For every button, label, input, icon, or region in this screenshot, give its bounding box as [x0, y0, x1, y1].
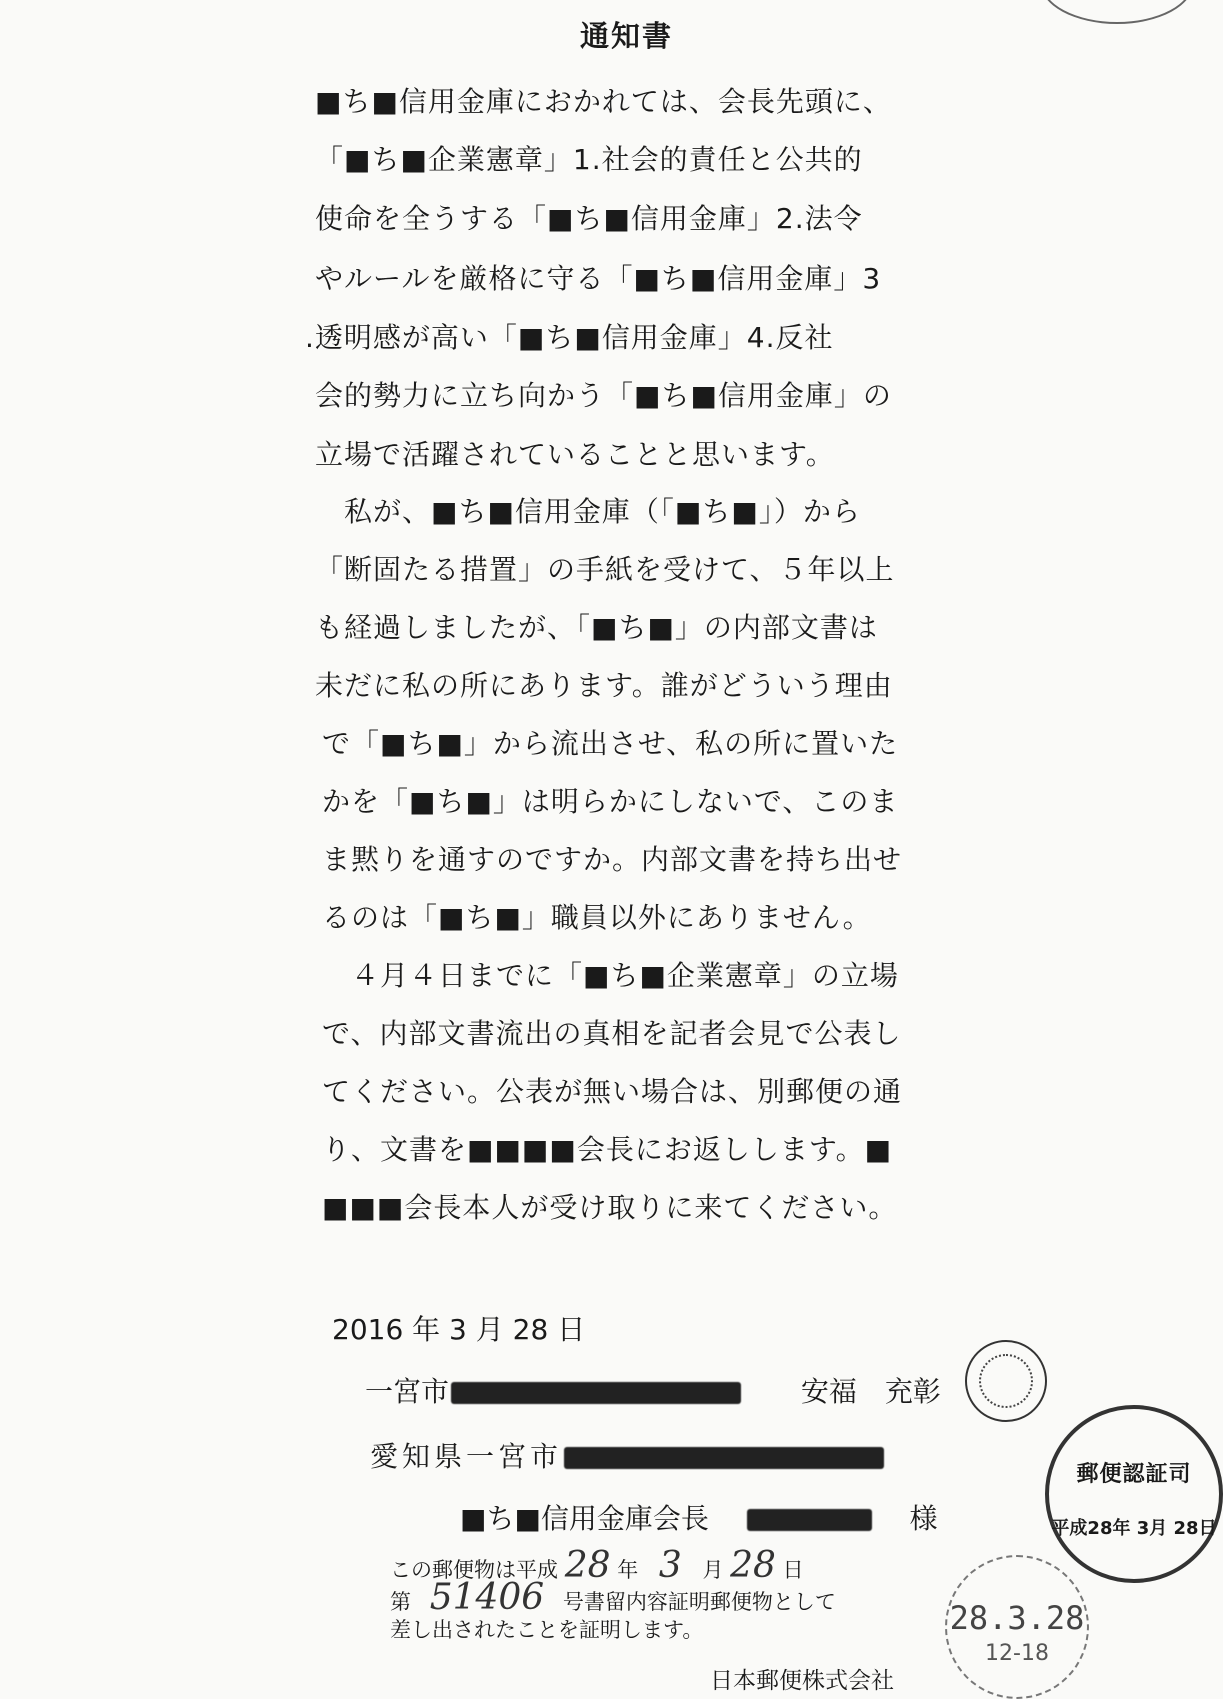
- cert-number: 51406: [429, 1577, 545, 1618]
- recipient-honorific: 様: [909, 1502, 938, 1535]
- recipient-line: [460, 1497, 938, 1537]
- body-line: やルールを厳格に守る「■ち■信用金庫」3: [315, 262, 882, 295]
- certifier-stamp: [1045, 1405, 1223, 1583]
- body-line: 使命を全うする「■ち■信用金庫」2.法令: [315, 202, 863, 235]
- body-line: で「■ち■」から流出させ、私の所に置いた: [322, 727, 899, 760]
- date-postmark-stamp: [945, 1555, 1089, 1699]
- postmark-date: 28.3.28: [949, 1598, 1085, 1637]
- body-line: てください。公表が無い場合は、別郵便の通: [322, 1075, 903, 1108]
- cert-number-suffix: 号書留内容証明郵便物として: [562, 1590, 836, 1614]
- body-line: ■■■会長本人が受け取りに来てください。: [322, 1191, 898, 1224]
- cert-prefix: この郵便物は平成: [390, 1558, 558, 1582]
- redacted-recipient-address: [564, 1447, 884, 1469]
- body-line: るのは「■ち■」職員以外にありません。: [322, 901, 872, 934]
- recipient-org: ■ち■信用金庫会長: [460, 1502, 709, 1535]
- recipient-address-line: [370, 1435, 886, 1475]
- issuer-company: 日本郵便株式会社: [710, 1668, 894, 1694]
- body-line: 会的勢力に立ち向かう「■ち■信用金庫」の: [315, 379, 892, 412]
- cert-day-unit: 日: [782, 1558, 804, 1582]
- body-line: で、内部文書流出の真相を記者会見で公表し: [322, 1017, 902, 1050]
- seal-emblem-icon: [979, 1354, 1033, 1408]
- body-line: 「断固たる措置」の手紙を受けて、５年以上: [315, 553, 895, 586]
- body-line: 未だに私の所にあります。誰がどういう理由: [315, 669, 893, 702]
- letter-date: 2016 年 3 月 28 日: [332, 1313, 586, 1346]
- sender-city: 一宮市: [365, 1375, 450, 1408]
- body-line: ■ち■信用金庫におかれては、会長先頭に、: [315, 85, 892, 118]
- body-line: かを「■ち■」は明らかにしないで、このま: [322, 785, 899, 818]
- sender-line: [365, 1370, 941, 1410]
- certifier-stamp-date: 平成28年 3月 28日: [1051, 1517, 1217, 1539]
- cert-year: 28: [564, 1545, 611, 1586]
- cert-number-prefix: 第: [390, 1590, 411, 1614]
- certifier-stamp-title: 郵便認証司: [1076, 1461, 1192, 1487]
- cert-day: 28: [730, 1545, 776, 1586]
- cert-month: 3: [658, 1545, 682, 1586]
- body-line: も経過しましたが、「■ち■」の内部文書は: [315, 611, 878, 644]
- sender-name: 安福 充彰: [800, 1375, 941, 1408]
- body-line: 立場で活躍されていることと思います。: [315, 438, 835, 471]
- body-line: ４月４日までに「■ち■企業憲章」の立場: [322, 959, 899, 992]
- postal-seal-icon: [965, 1340, 1047, 1422]
- document-title: 通知書: [580, 19, 674, 53]
- body-line: り、文書を■■■■会長にお返しします。■: [322, 1133, 893, 1166]
- postmark-time: 12-18: [985, 1640, 1049, 1666]
- partial-postmark-stamp: [1040, 0, 1194, 24]
- certification-block: [390, 1545, 910, 1644]
- cert-line-3: 差し出されたことを証明します。: [390, 1618, 704, 1642]
- body-line: 私が、■ち■信用金庫（「■ち■」）から: [315, 495, 861, 528]
- cert-month-unit: 月: [702, 1558, 724, 1582]
- cert-line-2: [390, 1577, 910, 1618]
- body-line: 「■ち■企業憲章」1.社会的責任と公共的: [315, 143, 863, 176]
- body-line: ま黙りを通すのですか。内部文書を持ち出せ: [322, 843, 903, 876]
- redacted-recipient-name: [747, 1509, 872, 1531]
- cert-year-unit: 年: [617, 1558, 639, 1582]
- redacted-sender-address: [451, 1382, 741, 1404]
- body-line: .透明感が高い「■ち■信用金庫」4.反社: [305, 321, 834, 354]
- recipient-address: 愛知県一宮市: [370, 1440, 563, 1473]
